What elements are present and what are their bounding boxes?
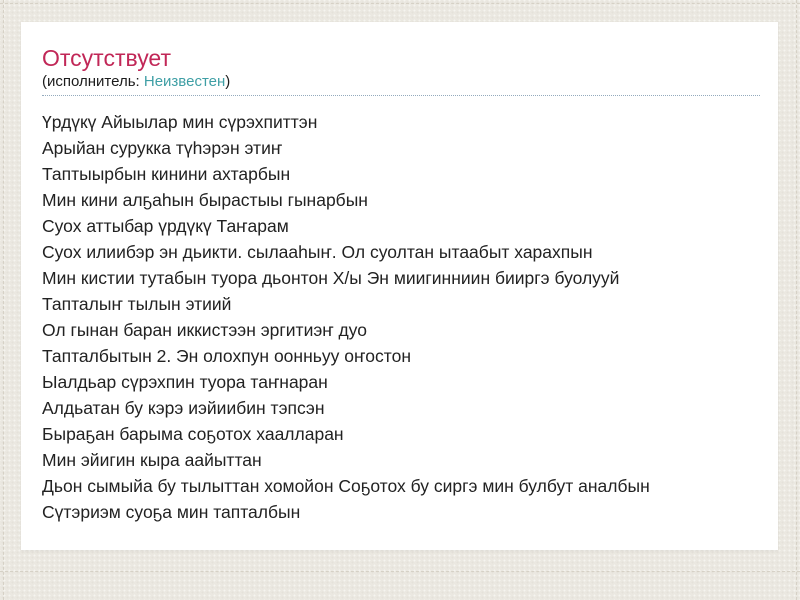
subtitle-prefix: (исполнитель: xyxy=(42,73,144,90)
background-stitch-top xyxy=(0,3,800,4)
lyric-line: Сүтэриэм суоҕа мин тапталбын xyxy=(42,502,301,522)
song-title: Отсутствует xyxy=(42,45,171,71)
background-stitch-left xyxy=(3,0,4,600)
lyric-line: Суох илиибэр эн дьикти. сылааһыҥ. Ол суолтан ытаабыт харахпын xyxy=(42,242,593,262)
lyric-line: Мин кини алҕаһын бырастыы гынарбын xyxy=(42,190,368,210)
lyric-line: Арыйан сурукка түһэрэн этиҥ xyxy=(42,138,283,158)
lyric-line: Ол гынан баран иккистээн эргитиэҥ дуо xyxy=(42,320,367,340)
background-stitch-right xyxy=(796,0,797,600)
lyric-line: Алдьатан бу кэрэ иэйиибин тэпсэн xyxy=(42,398,325,418)
song-subtitle xyxy=(42,72,760,91)
lyric-line: Суох аттыбар үрдүкү Таҥарам xyxy=(42,216,289,236)
lyric-line: Быраҕан барыма соҕотох хаалларан xyxy=(42,424,344,444)
subtitle-suffix: ) xyxy=(225,73,231,90)
lyric-line: Тапталыҥ тылын этиий xyxy=(42,294,232,314)
lyric-line: Мин кистии тутабын туора дьонтон Х/ы Эн миигинниин бииргэ буолууй xyxy=(42,268,620,288)
background-stitch-bottom xyxy=(0,571,800,572)
dotted-separator xyxy=(42,95,760,96)
lyric-line: Дьон сымыйа бу тылыттан хомойон Соҕотох бу сиргэ мин булбут аналбын xyxy=(42,476,650,496)
lyric-line: Тапталбытын 2. Эн олохпун оонньуу оҥостон xyxy=(42,346,411,366)
lyric-line: Үрдүкү Айыылар мин сүрэхпиттэн xyxy=(42,112,318,132)
lyrics-text xyxy=(42,109,760,525)
artist-link[interactable]: Неизвестен xyxy=(143,73,226,90)
lyric-line: Мин эйигин кыра аайыттан xyxy=(42,450,262,470)
lyric-line: Ыалдьар сүрэхпин туора таҥнаран xyxy=(42,372,328,392)
lyric-line: Таптыырбын кинини ахтарбын xyxy=(42,164,291,184)
content-card xyxy=(21,22,778,550)
